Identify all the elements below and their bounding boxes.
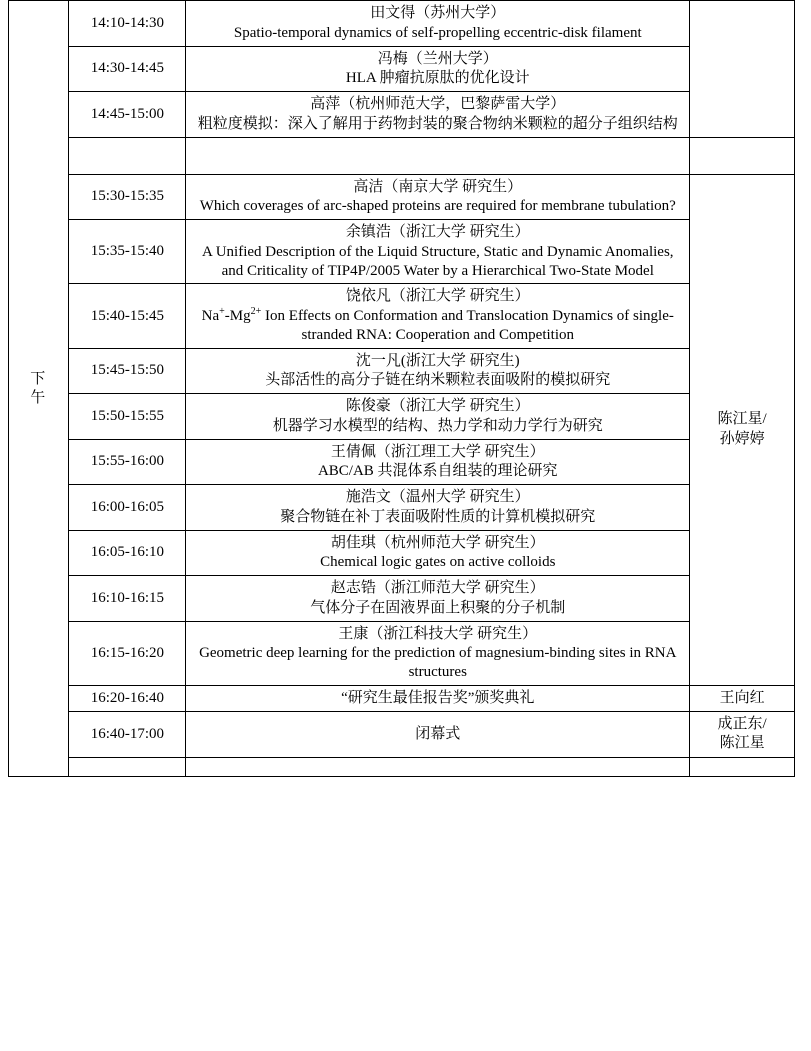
- table-row: [9, 394, 795, 440]
- chair-line-2: 孙婷婷: [719, 430, 765, 447]
- talk-title: 机器学习水模型的结构、热力学和动力学行为研究: [272, 417, 603, 434]
- speaker-name: 王康（浙江科技大学 研究生）: [338, 625, 538, 642]
- topic-cell: [186, 174, 690, 220]
- topic-cell: [186, 284, 690, 348]
- time-cell: 15:35-15:40: [69, 220, 186, 284]
- topic-cell: [186, 758, 690, 777]
- table-row-partial: [9, 758, 795, 777]
- time-cell: 14:10-14:30: [69, 1, 186, 47]
- speaker-name: 陈俊豪（浙江大学 研究生）: [345, 398, 530, 414]
- table-row: [9, 220, 795, 284]
- table-row: [9, 284, 795, 348]
- speaker-name: 高萍（杭州师范大学，巴黎萨雷大学）: [310, 96, 566, 112]
- table-row: [9, 174, 795, 220]
- time-cell: 15:50-15:55: [69, 394, 186, 440]
- time-cell: 16:40-17:00: [69, 711, 186, 758]
- table-row: [9, 621, 795, 685]
- topic-cell: [186, 685, 690, 711]
- period-cell-afternoon: [9, 1, 69, 777]
- talk-title: Spatio-temporal dynamics of self-propelling eccentric-disk filament: [233, 24, 642, 41]
- talk-title: “研究生最佳报告奖”颁奖典礼: [341, 689, 535, 706]
- table-row: [9, 92, 795, 138]
- topic-cell: [186, 530, 690, 576]
- chair-cell: [690, 758, 795, 777]
- table-row: [9, 685, 795, 711]
- topic-cell: [186, 394, 690, 440]
- chair-cell: [690, 174, 795, 685]
- chair-cell: 王向红: [690, 685, 795, 711]
- talk-title: A Unified Description of the Liquid Structure, Static and Dynamic Anomalies, and Criticality of TIP4P/2005 Water by a Hierarchical Two-State Model: [201, 243, 674, 279]
- topic-cell: [186, 46, 690, 92]
- break-chair-cell: [690, 137, 795, 174]
- time-cell: 15:45-15:50: [69, 348, 186, 394]
- table-row: [9, 576, 795, 622]
- time-cell: 15:30-15:35: [69, 174, 186, 220]
- talk-title: 气体分子在固液界面上积聚的分子机制: [310, 599, 566, 616]
- speaker-name: 王倩佩（浙江理工大学 研究生）: [330, 443, 545, 460]
- table-row: [9, 1, 795, 47]
- talk-title: $Na^+-Mg^{2+}$ Ion Effects on Conformation and Translocation Dynamics of single-stranded RNA: Cooperation and Competition: [201, 306, 674, 343]
- topic-cell: [186, 621, 690, 685]
- talk-title: 聚合物链在补丁表面吸附性质的计算机模拟研究: [280, 508, 596, 525]
- table-row: [9, 530, 795, 576]
- talk-title: HLA 肿瘤抗原肽的优化设计: [345, 70, 530, 87]
- talk-title: 头部活性的高分子链在纳米颗粒表面吸附的模拟研究: [265, 372, 611, 389]
- table-row: [9, 439, 795, 485]
- time-cell: 14:30-14:45: [69, 46, 186, 92]
- speaker-name: 高洁（南京大学 研究生）: [353, 178, 523, 195]
- time-cell: 16:00-16:05: [69, 485, 186, 531]
- time-cell: 15:40-15:45: [69, 284, 186, 348]
- chair-line-1: 成正东/: [717, 715, 767, 732]
- topic-cell: [186, 348, 690, 394]
- speaker-name: 胡佳琪（杭州师范大学 研究生）: [330, 534, 545, 551]
- time-cell: [69, 758, 186, 777]
- table-row: [9, 711, 795, 758]
- speaker-name: 沈一凡(浙江大学 研究生): [355, 352, 520, 369]
- speaker-name: 饶依凡（浙江大学 研究生）: [345, 288, 530, 305]
- table-row: [9, 46, 795, 92]
- talk-title: Chemical logic gates on active colloids: [320, 554, 556, 571]
- topic-cell: [186, 711, 690, 758]
- table-row: [9, 485, 795, 531]
- table-row: [9, 348, 795, 394]
- speaker-name: 赵志锆（浙江师范大学 研究生）: [330, 580, 545, 596]
- break-time-cell: [69, 137, 186, 174]
- talk-title: Which coverages of arc-shaped proteins are required for membrane tubulation?: [199, 198, 676, 215]
- time-cell: 16:10-16:15: [69, 576, 186, 622]
- topic-cell: [186, 92, 690, 138]
- break-row: [9, 137, 795, 174]
- topic-cell: [186, 439, 690, 485]
- chair-line-2: 陈江星: [719, 735, 765, 752]
- chair-cell: [690, 1, 795, 138]
- topic-cell: [186, 485, 690, 531]
- time-cell: 16:05-16:10: [69, 530, 186, 576]
- speaker-name: 田文得（苏州大学）: [370, 5, 506, 21]
- time-cell: 14:45-15:00: [69, 92, 186, 138]
- schedule-table: [8, 0, 795, 777]
- talk-title: 闭幕式: [415, 725, 461, 742]
- talk-title: ABC/AB 共混体系自组装的理论研究: [317, 463, 558, 480]
- topic-cell: [186, 576, 690, 622]
- period-char-2: 午: [30, 389, 48, 406]
- topic-cell: [186, 220, 690, 284]
- chair-cell: [690, 711, 795, 758]
- period-char-1: 下: [30, 370, 48, 387]
- speaker-name: 施浩文（温州大学 研究生）: [345, 489, 530, 505]
- chair-line-1: 陈江星/: [717, 410, 767, 427]
- talk-title: Geometric deep learning for the prediction of magnesium-binding sites in RNA structures: [199, 645, 677, 680]
- talk-title: 粗粒度模拟：深入了解用于药物封装的聚合物纳米颗粒的超分子组织结构: [197, 115, 678, 132]
- break-topic-cell: [186, 137, 690, 174]
- time-cell: 16:15-16:20: [69, 621, 186, 685]
- topic-cell: [186, 1, 690, 47]
- speaker-name: 冯梅（兰州大学）: [377, 50, 498, 67]
- speaker-name: 余镇浩（浙江大学 研究生）: [345, 224, 530, 240]
- time-cell: 15:55-16:00: [69, 439, 186, 485]
- time-cell: 16:20-16:40: [69, 685, 186, 711]
